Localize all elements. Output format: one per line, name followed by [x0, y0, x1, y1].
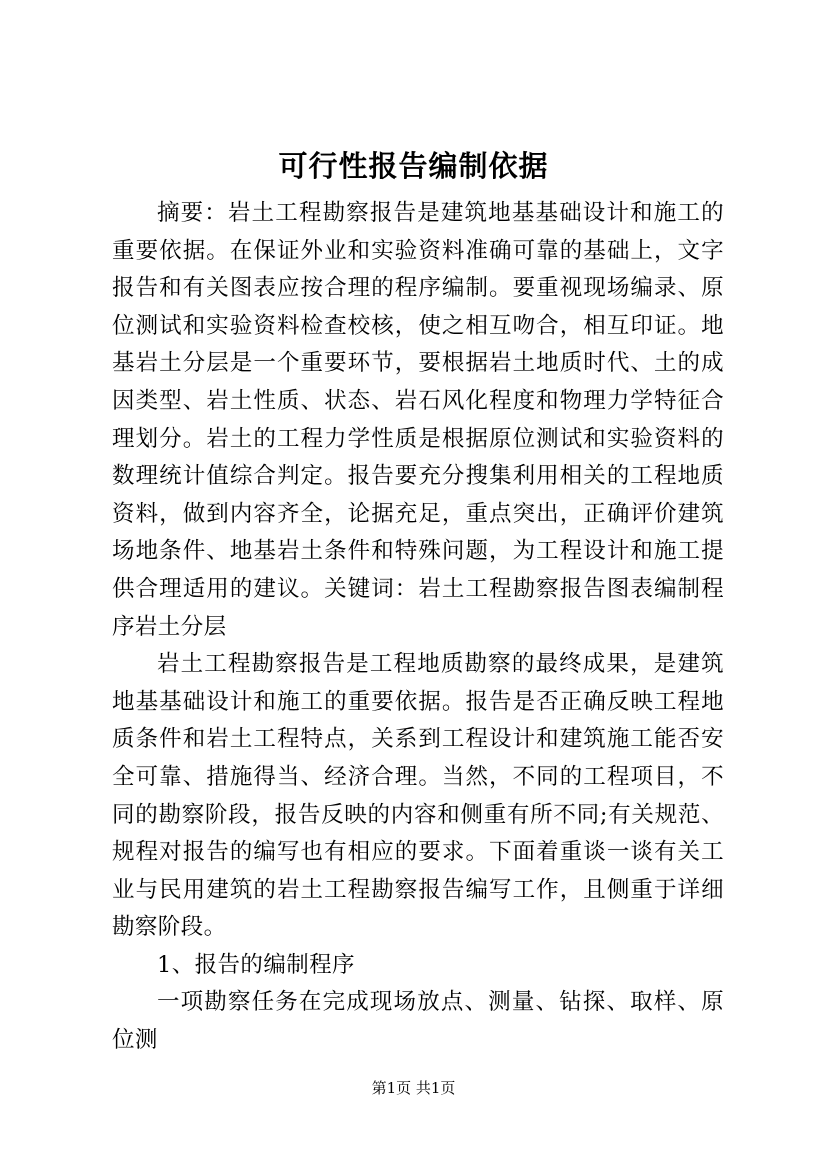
- document-title: 可行性报告编制依据: [278, 149, 549, 183]
- section-paragraph: 一项勘察任务在完成现场放点、测量、钻探、取样、原位测: [112, 989, 724, 1054]
- abstract-paragraph: 摘要：岩土工程勘察报告是建筑地基基础设计和施工的重要依据。在保证外业和实验资料准确可靠的基础上，文字报告和有关图表应按合理的程序编制。要重视现场编录、原位测试和实验资料检查校核，使之相互吻合，相互印证。地基岩土分层是一个重要环节，要根据岩土地质时代、土的成因类型、岩土性质、状态、岩石风化程度和物理力学特征合理划分。岩土的工程力学性质是根据原位测试和实验资料的数理统计值综合判定。报告要充分搜集利用相关的工程地质资料，做到内容齐全，论据充足，重点突出，正确评价建筑场地条件、地基岩土条件和特殊问题，为工程设计和施工提供合理适用的建议。关键词：岩土工程勘察报告图表编制程序岩土分层: [112, 200, 724, 640]
- page-footer: 第1页 共1页: [371, 1079, 456, 1097]
- document-body: [112, 195, 724, 1060]
- section-heading: 1、报告的编制程序: [157, 951, 355, 978]
- intro-paragraph: 岩土工程勘察报告是工程地质勘察的最终成果，是建筑地基基础设计和施工的重要依据。报告是否正确反映工程地质条件和岩土工程特点，关系到工程设计和建筑施工能否安全可靠、措施得当、经济合理。当然，不同的工程项目，不同的勘察阶段，报告反映的内容和侧重有所不同;有关规范、规程对报告的编写也有相应的要求。下面着重谈一谈有关工业与民用建筑的岩土工程勘察报告编写工作，且侧重于详细勘察阶段。: [112, 651, 724, 941]
